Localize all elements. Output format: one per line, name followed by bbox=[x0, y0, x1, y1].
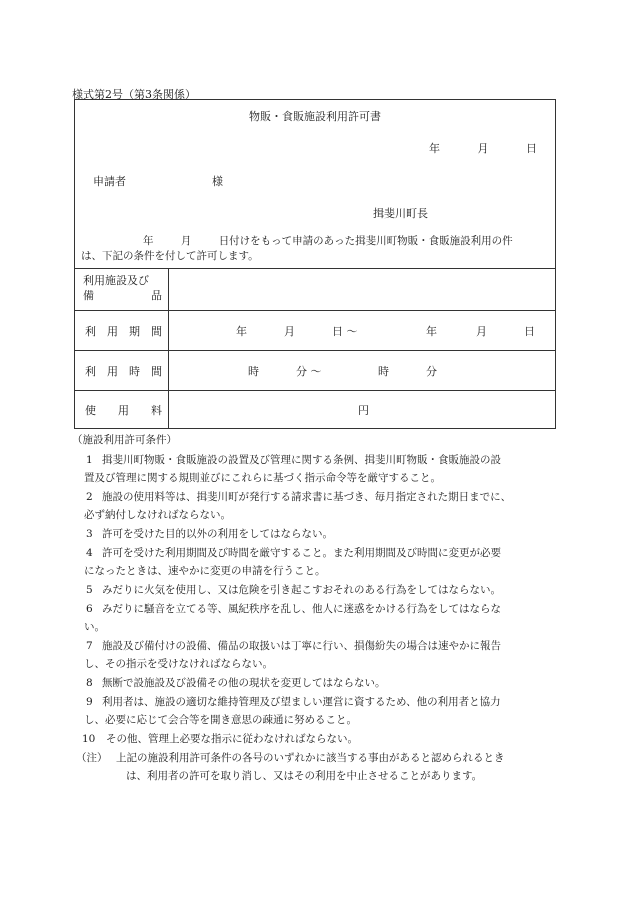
condition-text-cont: 必ず納付しなければならない。 bbox=[84, 509, 231, 521]
condition-item bbox=[72, 674, 560, 692]
facility-label bbox=[75, 269, 169, 310]
row-time bbox=[75, 350, 555, 390]
applicant-label: 申請者 bbox=[93, 175, 126, 188]
period-label bbox=[75, 311, 169, 350]
condition-number: 1 bbox=[86, 454, 93, 466]
condition-number: 9 bbox=[86, 696, 93, 708]
conditions-heading: （施設利用許可条件） bbox=[72, 434, 177, 446]
condition-number: 7 bbox=[86, 640, 93, 652]
permit-line2: は、下記の条件を付して許可します。 bbox=[81, 250, 259, 262]
fee-label-char: 用 bbox=[118, 404, 129, 417]
condition-item bbox=[72, 730, 560, 748]
honorific-label: 様 bbox=[212, 175, 223, 188]
facility-label-char: 備 bbox=[83, 289, 94, 302]
condition-text: 施設の使用料等は、揖斐川町が発行する請求書に基づき、毎月指定された期日までに、 bbox=[102, 491, 512, 503]
note-text: 上記の施設利用許可条件の各号のいずれかに該当する事由があると認められるとき bbox=[116, 752, 505, 764]
time-label bbox=[75, 351, 169, 390]
condition-text: 施設及び備付けの設備、備品の取扱いは丁寧に行い、損傷紛失の場合は速やかに報告 bbox=[102, 640, 501, 652]
time-label-char: 時 bbox=[129, 364, 140, 378]
condition-text-cont: し、その指示を受けなければならない。 bbox=[84, 658, 273, 670]
period-label-char: 用 bbox=[107, 324, 118, 338]
period-label-char: 期 bbox=[129, 324, 140, 338]
fee-label-char: 料 bbox=[151, 404, 162, 417]
facility-value-cell[interactable] bbox=[170, 269, 555, 310]
condition-text: 許可を受けた目的以外の利用をしてはならない。 bbox=[102, 528, 333, 540]
issue-date bbox=[395, 140, 537, 156]
facility-label-char: 品 bbox=[151, 289, 162, 302]
permit-frame bbox=[74, 99, 556, 429]
condition-text: みだりに騒音を立てる等、風紀秩序を乱し、他人に迷惑をかける行為をしてはならな bbox=[102, 603, 501, 615]
condition-number: 8 bbox=[86, 677, 93, 689]
fee-label-char: 使 bbox=[85, 404, 96, 417]
row-fee bbox=[75, 390, 555, 429]
condition-number: 3 bbox=[86, 528, 93, 540]
condition-number: 6 bbox=[86, 603, 93, 615]
condition-item bbox=[72, 600, 560, 636]
condition-text: 利用者は、施設の適切な維持管理及び望ましい運営に資するため、他の利用者と協力 bbox=[102, 696, 501, 708]
note-text-cont: は、利用者の許可を取り消し、又はその利用を中止させることがあります。 bbox=[126, 770, 483, 782]
period-end-day: 日 bbox=[524, 324, 535, 338]
time-start-hour: 時 bbox=[248, 364, 259, 378]
issuer-name: 揖斐川町長 bbox=[373, 207, 428, 220]
issue-year: 年 bbox=[429, 142, 440, 155]
permit-statement bbox=[81, 234, 547, 264]
period-end-month: 月 bbox=[476, 324, 487, 338]
permit-line1: 日付けをもって申請のあった揖斐川町物販・食販施設利用の件 bbox=[218, 235, 513, 247]
period-label-char: 利 bbox=[85, 324, 96, 338]
condition-number: 10 bbox=[82, 733, 96, 745]
document-title: 物販・食販施設利用許可書 bbox=[249, 110, 381, 123]
condition-text-cont: 置及び管理に関する規則並びにこれらに基づく指示命令等を厳守すること。 bbox=[84, 472, 441, 484]
condition-number: 4 bbox=[86, 547, 93, 559]
time-value-cell[interactable] bbox=[170, 351, 555, 390]
time-label-char: 用 bbox=[107, 364, 118, 378]
row-period bbox=[75, 310, 555, 350]
time-label-char: 間 bbox=[151, 364, 162, 378]
condition-text: 許可を受けた利用期間及び時間を厳守すること。また利用期間及び時間に変更が必要 bbox=[102, 547, 501, 559]
condition-text-cont: し、必要に応じて会合等を開き意思の疎通に努めること。 bbox=[84, 714, 357, 726]
condition-text-cont: い。 bbox=[84, 621, 105, 633]
permit-year: 年 bbox=[143, 235, 154, 247]
condition-text-cont: になったときは、速やかに変更の申請を行うこと。 bbox=[84, 565, 326, 577]
time-start-minute: 分 ～ bbox=[296, 364, 322, 378]
condition-item bbox=[72, 525, 560, 543]
condition-text: 揖斐川町物販・食販施設の設置及び管理に関する条例、揖斐川町物販・食販施設の設 bbox=[102, 454, 501, 466]
condition-number: 2 bbox=[86, 491, 93, 503]
time-label-char: 利 bbox=[85, 364, 96, 378]
condition-item bbox=[72, 693, 560, 729]
issue-day: 日 bbox=[526, 142, 537, 155]
condition-item bbox=[72, 488, 560, 524]
fee-value-cell[interactable] bbox=[170, 391, 555, 429]
period-label-char: 間 bbox=[151, 324, 162, 338]
facility-label-line1: 利用施設及び bbox=[83, 274, 149, 287]
form-number-label: 様式第2号（第3条関係） bbox=[72, 88, 196, 101]
conditions-section bbox=[72, 432, 560, 785]
fee-unit: 円 bbox=[358, 404, 369, 417]
time-end-minute: 分 bbox=[426, 364, 437, 378]
condition-text: みだりに火気を使用し、又は危険を引き起こすおそれのある行為をしてはならない。 bbox=[102, 584, 501, 596]
condition-text: 無断で設施設及び設備その他の現状を変更してはならない。 bbox=[102, 677, 386, 689]
period-end-year: 年 bbox=[426, 324, 437, 338]
row-facility bbox=[75, 268, 555, 310]
condition-number: 5 bbox=[86, 584, 93, 596]
period-start-day: 日 ～ bbox=[332, 324, 358, 338]
period-start-year: 年 bbox=[236, 324, 247, 338]
period-value-cell[interactable] bbox=[170, 311, 555, 350]
condition-item bbox=[72, 637, 560, 673]
time-end-hour: 時 bbox=[378, 364, 389, 378]
note bbox=[72, 749, 560, 785]
issue-month: 月 bbox=[477, 142, 489, 155]
condition-item bbox=[72, 451, 560, 487]
period-start-month: 月 bbox=[284, 324, 295, 338]
condition-item bbox=[72, 544, 560, 580]
permit-month: 月 bbox=[180, 235, 192, 247]
fee-label bbox=[75, 391, 169, 429]
condition-text: その他、管理上必要な指示に従わなければならない。 bbox=[106, 733, 358, 745]
note-mark: （注） bbox=[76, 752, 108, 764]
condition-item bbox=[72, 581, 560, 599]
